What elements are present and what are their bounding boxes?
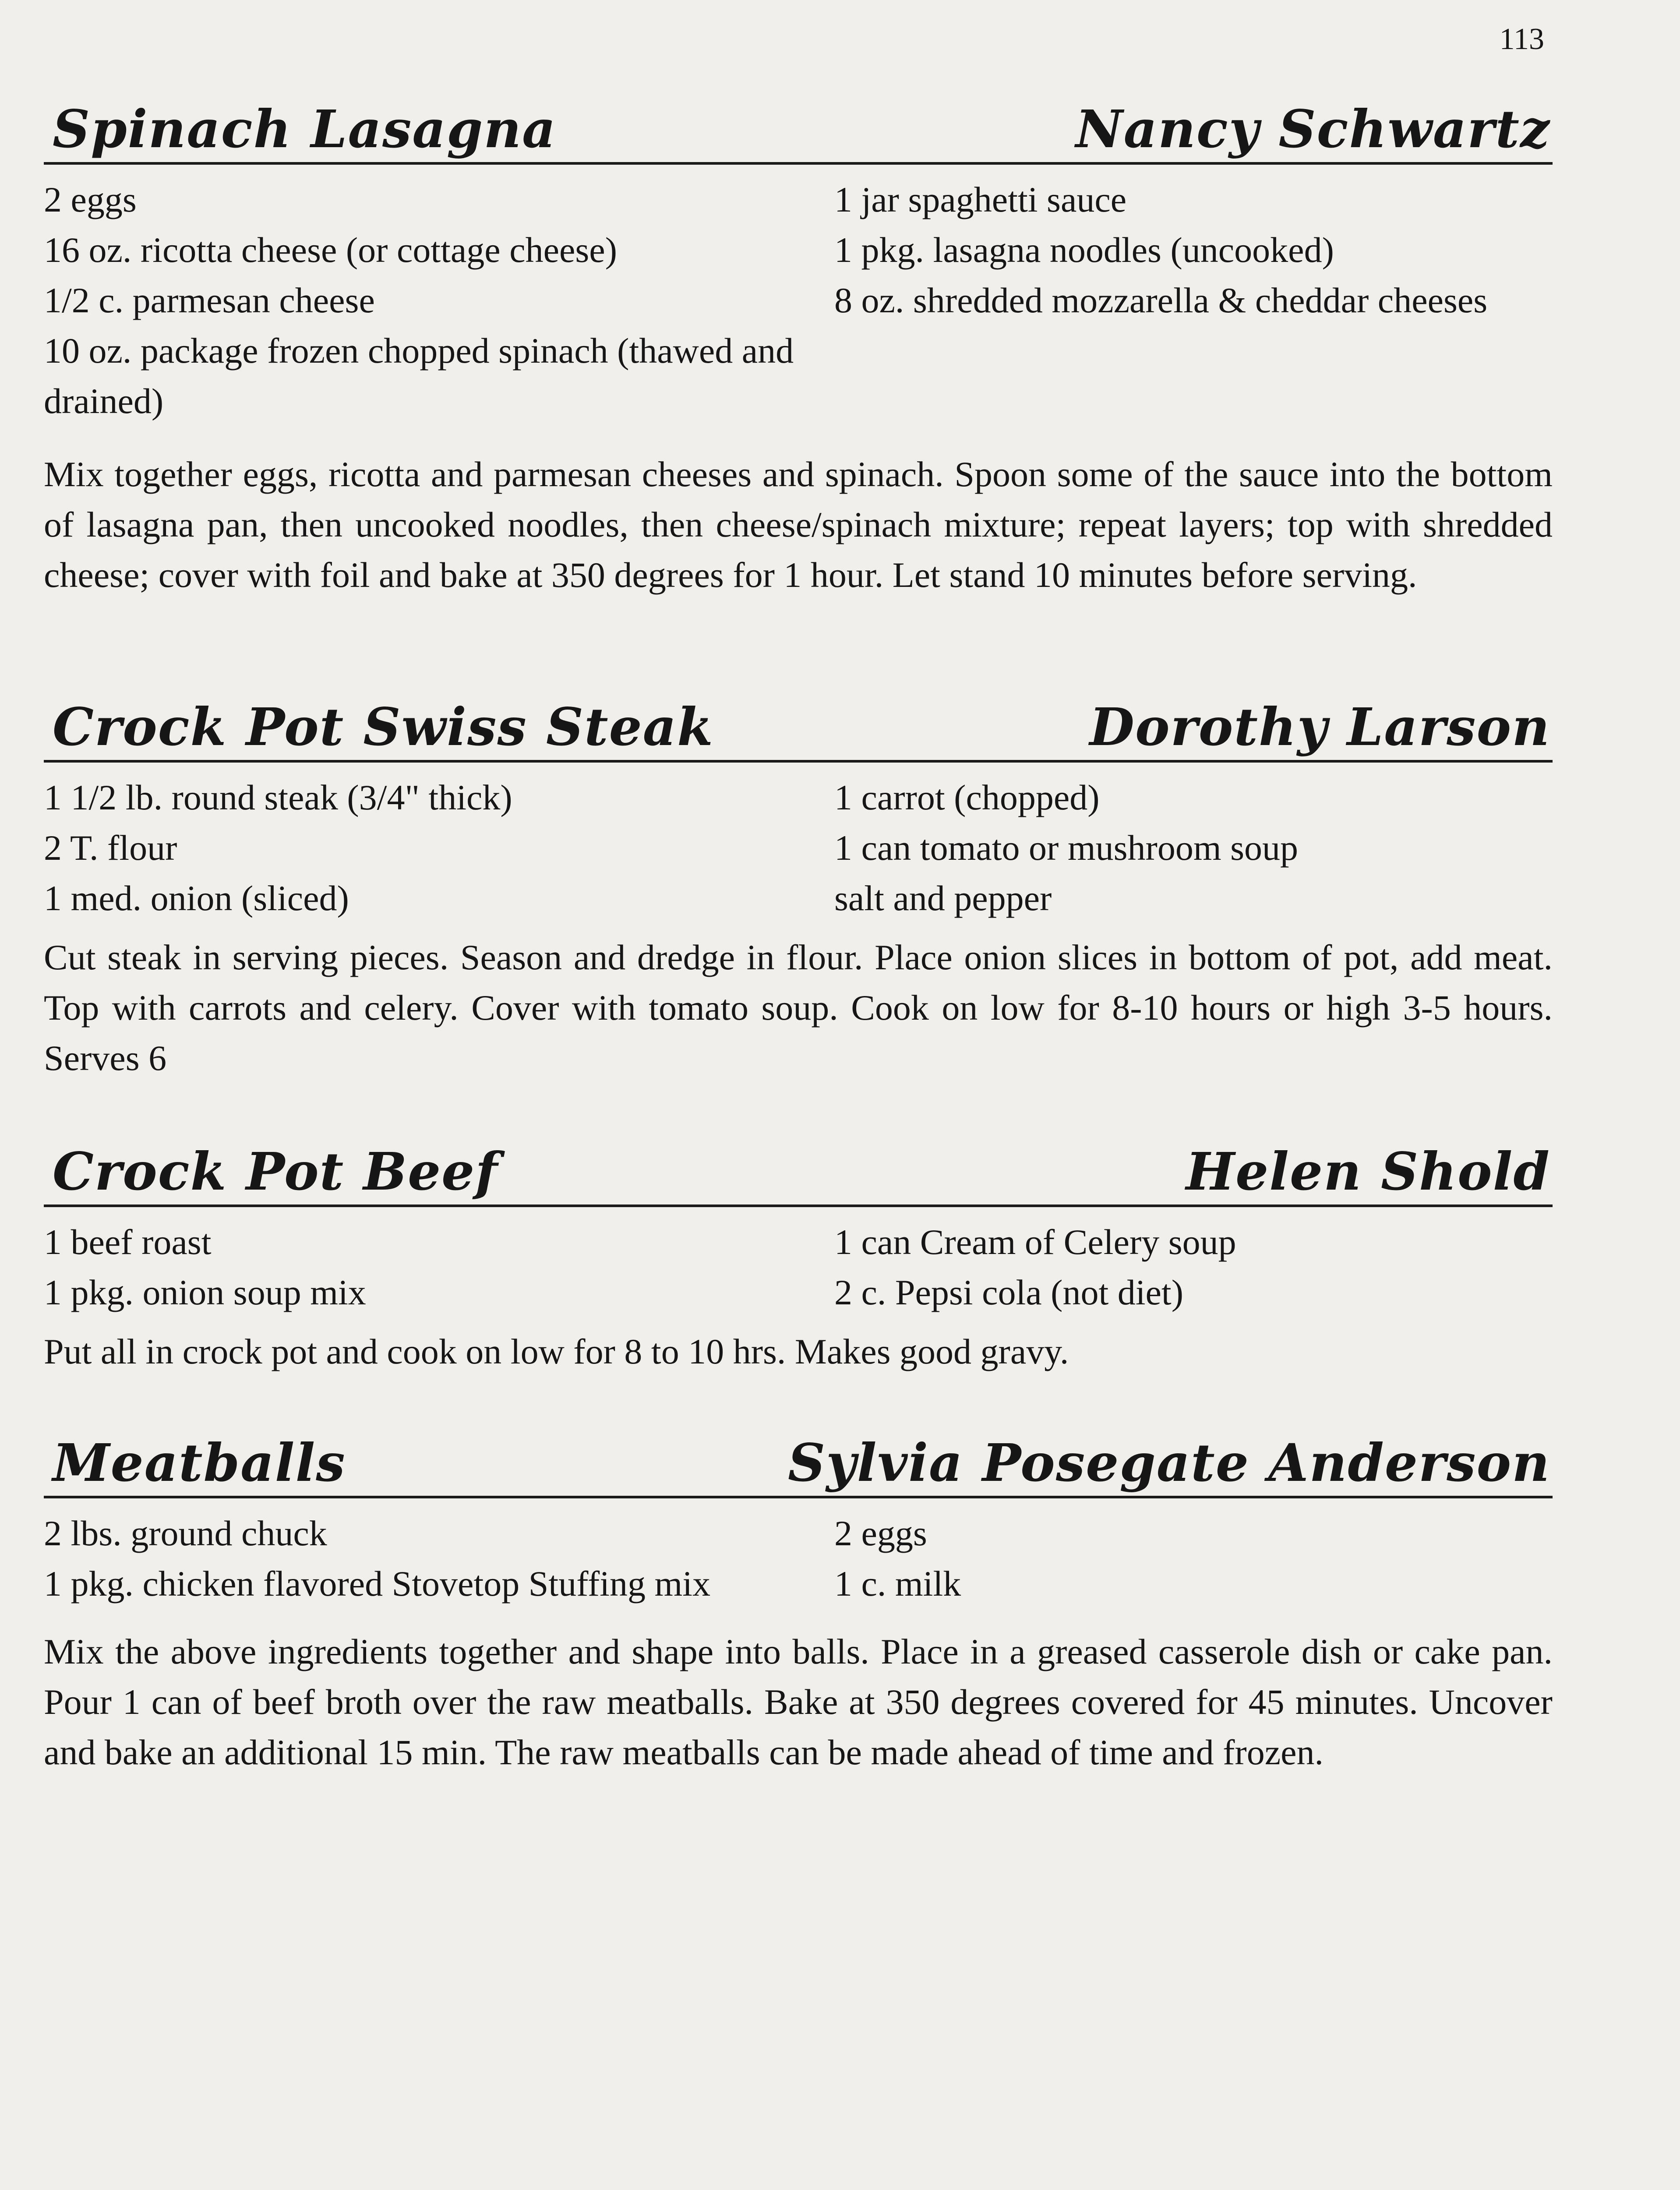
recipe-directions: Mix together eggs, ricotta and parmesan cheeses and spinach. Spoon some of the sauce into the bottom of lasagna pan, then uncooked noodles, then cheese/spinach mixture; repeat layers; top with shredded cheese; cover with foil and bake at 350 degrees for 1 hour. Let stand 10 minutes before serving. <box>44 454 1553 595</box>
ingredient: 10 oz. package frozen chopped spinach (thawed and drained) <box>44 331 794 421</box>
ingredient: 2 eggs <box>834 1513 927 1553</box>
ingredient: 2 c. Pepsi cola (not diet) <box>834 1272 1184 1312</box>
ingredient: 1 1/2 lb. round steak (3/4" thick) <box>44 777 512 817</box>
ingredient: 1 pkg. lasagna noodles (uncooked) <box>834 230 1334 270</box>
ingredient: 2 T. flour <box>44 828 177 868</box>
ingredient: 1 can Cream of Celery soup <box>834 1222 1236 1262</box>
recipe-title-bar <box>44 1134 1553 1207</box>
ingredient-column-right <box>834 1508 1553 1609</box>
recipe-title-bar <box>44 1426 1553 1498</box>
ingredient-column-right <box>834 1217 1553 1318</box>
recipe-title: Meatballs <box>53 1432 346 1493</box>
recipe-crock-pot-swiss-steak <box>44 690 1553 1119</box>
ingredient: 1 beef roast <box>44 1222 212 1262</box>
ingredient: 2 lbs. ground chuck <box>44 1513 327 1553</box>
recipe-title-bar <box>44 92 1553 165</box>
ingredient-list <box>44 174 1553 426</box>
recipe-author: Sylvia Posegate Anderson <box>788 1432 1550 1493</box>
recipe-meatballs <box>44 1426 1553 1813</box>
recipe-author: Dorothy Larson <box>1089 696 1550 757</box>
ingredient: 1 can tomato or mushroom soup <box>834 828 1299 868</box>
recipe-directions: Cut steak in serving pieces. Season and dredge in flour. Place onion slices in bottom of pot, add meat. Top with carrots and celery. Cover with tomato soup. Cook on low for 8-10 hours or high 3-5 hours. Serves 6 <box>44 937 1553 1078</box>
ingredient-column-left <box>44 1217 815 1318</box>
ingredient-column-left <box>44 772 815 923</box>
ingredient-column-right <box>834 174 1553 426</box>
recipe-spinach-lasagna <box>44 92 1553 636</box>
ingredient: 1 med. onion (sliced) <box>44 878 349 918</box>
ingredient-list <box>44 1508 1553 1609</box>
ingredient-column-right <box>834 772 1553 923</box>
recipe-title: Crock Pot Swiss Steak <box>53 696 714 757</box>
recipe-title: Spinach Lasagna <box>53 99 557 159</box>
ingredient: 1 jar spaghetti sauce <box>834 180 1127 219</box>
recipe-directions: Mix the above ingredients together and shape into balls. Place in a greased casserole dish or cake pan. Pour 1 can of beef broth over the raw meatballs. Bake at 350 degrees covered for 45 minutes. Uncover and bake an additional 15 min. The raw meatballs can be made ahead of time and frozen. <box>44 1632 1553 1772</box>
ingredient: 1/2 c. parmesan cheese <box>44 280 375 320</box>
recipe-author: Nancy Schwartz <box>1075 99 1550 159</box>
recipe-author: Helen Shold <box>1186 1141 1550 1202</box>
ingredient: 8 oz. shredded mozzarella & cheddar cheeses <box>834 280 1488 320</box>
ingredient: 1 pkg. chicken flavored Stovetop Stuffing mix <box>44 1564 711 1604</box>
recipe-title: Crock Pot Beef <box>53 1141 498 1202</box>
recipe-title-bar <box>44 690 1553 763</box>
ingredient: salt and pepper <box>834 878 1052 918</box>
recipe-crock-pot-beef <box>44 1134 1553 1413</box>
page-number: 113 <box>1499 22 1544 56</box>
ingredient: 1 c. milk <box>834 1564 961 1604</box>
ingredient-column-left <box>44 174 815 426</box>
ingredient-list <box>44 772 1553 923</box>
ingredient-column-left <box>44 1508 815 1609</box>
ingredient-list <box>44 1217 1553 1318</box>
ingredient: 16 oz. ricotta cheese (or cottage cheese) <box>44 230 617 270</box>
ingredient: 1 pkg. onion soup mix <box>44 1272 366 1312</box>
ingredient: 2 eggs <box>44 180 137 219</box>
ingredient: 1 carrot (chopped) <box>834 777 1100 817</box>
recipe-directions: Put all in crock pot and cook on low for 8 to 10 hrs. Makes good gravy. <box>44 1332 1069 1371</box>
